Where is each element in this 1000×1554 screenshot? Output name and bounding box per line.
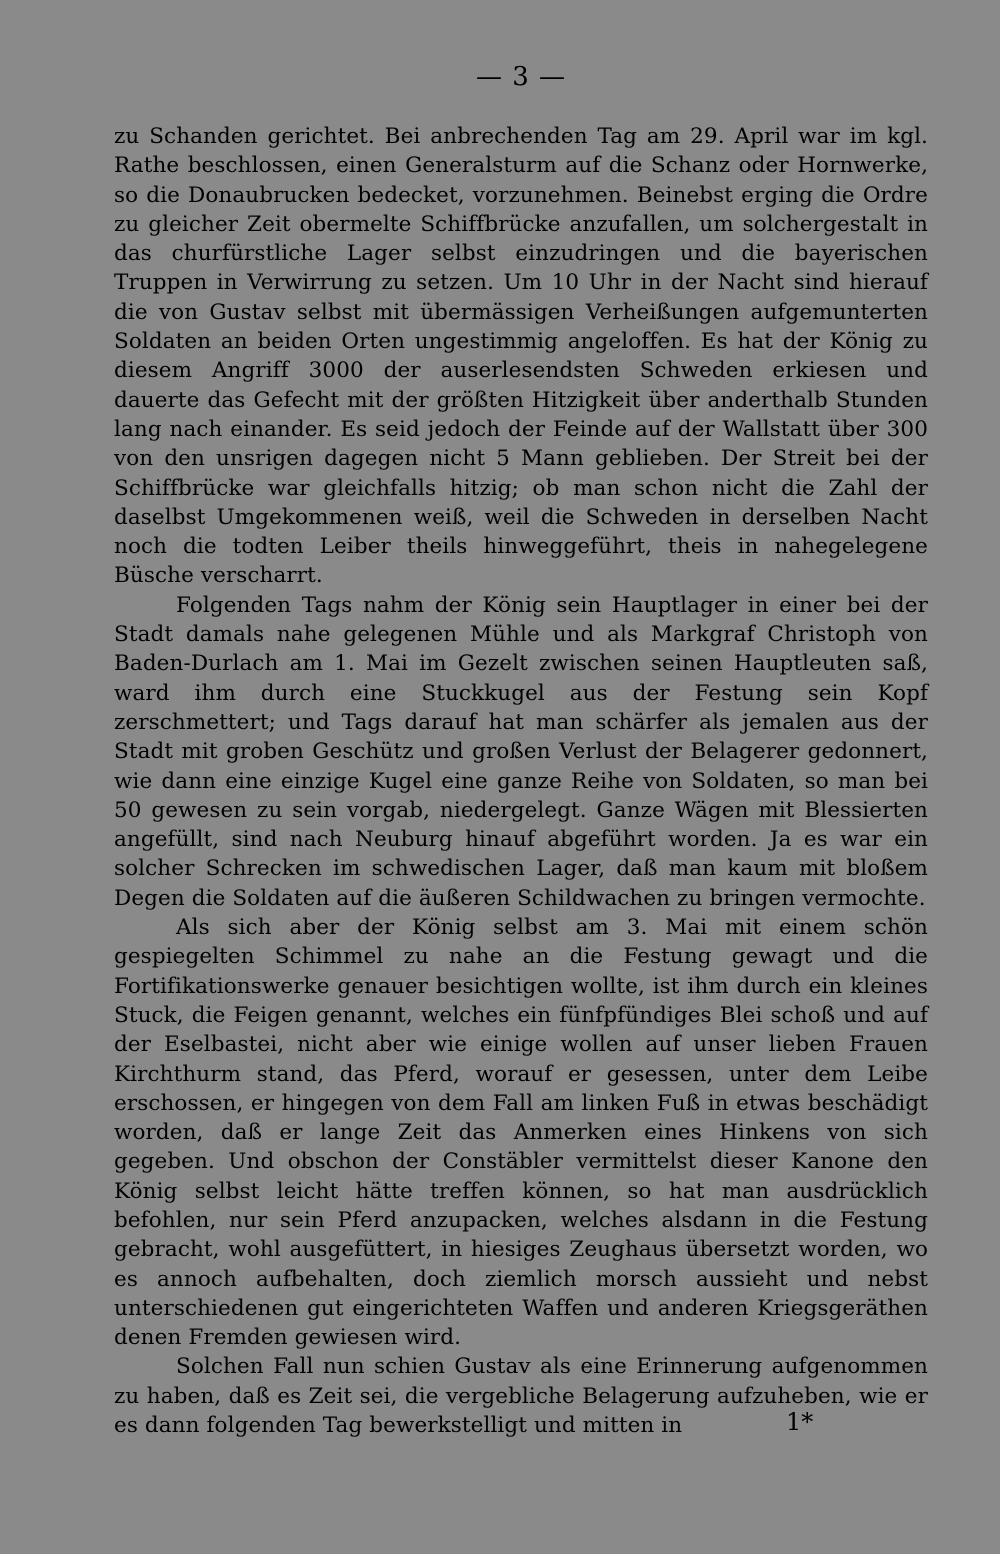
signature-mark: 1* — [786, 1408, 814, 1436]
page-number: — 3 — — [475, 62, 567, 92]
body-text — [114, 122, 928, 1440]
paragraph: Folgenden Tags nahm der König sein Hauptlager in einer bei der Stadt damals nahe gelegenen Mühle und als Markgraf Christoph von Baden-Durlach am 1. Mai im Gezelt zwischen seinen Hauptleuten saß, ward ihm durch eine Stuckkugel aus der Festung sein Kopf zerschmettert; und Tags darauf hat man schärfer als jemalen aus der Stadt mit groben Geschütz und großen Verlust der Belagerer gedonnert, wie dann eine einzige Kugel eine ganze Reihe von Soldaten, so man bei 50 gewesen zu sein vorgab, niedergelegt. Ganze Wägen mit Blessierten angefüllt, sind nach Neuburg hinauf abgeführt worden. Ja es war ein solcher Schrecken im schwedischen Lager, daß man kaum mit bloßem Degen die Soldaten auf die äußeren Schildwachen zu bringen vermochte. — [114, 592, 928, 911]
paragraph: Solchen Fall nun schien Gustav als eine Erinnerung aufgenommen zu haben, daß es Zeit sei, die vergebliche Belagerung aufzuheben, wie er es dann folgenden Tag bewerkstelligt und mitten in — [114, 1354, 928, 1439]
paragraph: zu Schanden gerichtet. Bei anbrechenden Tag am 29. April war im kgl. Rathe beschlossen, einen Generalsturm auf die Schanz oder Hornwerke, so die Donaubrucken bedecket, vorzunehmen. Beinebst erging die Ordre zu gleicher Zeit obermelte Schiffbrücke anzufallen, um solchergestalt in das churfürstliche Lager selbst einzudringen und die bayerischen Truppen in Verwirrung zu setzen. Um 10 Uhr in der Nacht sind hierauf die von Gustav selbst mit übermässigen Verheißungen aufgemunterten Soldaten an beiden Orten ungestimmig angeloffen. Es hat der König zu diesem Angriff 3000 der auserlesendsten Schweden erkiesen und dauerte das Gefecht mit der größten Hitzigkeit über anderthalb Stunden lang nach einander. Es seid jedoch der Feinde auf der Wallstatt über 300 von den unsrigen dagegen nicht 5 Mann geblieben. Der Streit bei der Schiffbrücke war gleichfalls hitzig; ob man schon nicht die Zahl der daselbst Umgekommenen weiß, weil die Schweden in derselben Nacht noch die todten Leiber theils hinweggeführt, theis in nahegelegene Büsche verscharrt. — [114, 124, 928, 589]
paragraph: Als sich aber der König selbst am 3. Mai mit einem schön gespiegelten Schimmel zu nahe an die Festung gewagt und die Fortifikationswerke genauer besichtigen wollte, ist ihm durch ein kleines Stuck, die Feigen genannt, welches ein fünfpfündiges Blei schoß und auf der Eselbastei, nicht aber wie einige wollen auf unser lieben Frauen Kirchthurm stand, das Pferd, worauf er gesessen, unter dem Leibe erschossen, er hingegen von dem Fall am linken Fuß in etwas beschädigt worden, daß er lange Zeit das Anmerken eines Hinkens von sich gegeben. Und obschon der Constäbler vermittelst dieser Kanone den König selbst leicht hätte treffen können, so hat man ausdrücklich befohlen, nur sein Pferd anzupacken, welches alsdann in die Festung gebracht, wohl ausgefüttert, in hiesiges Zeughaus übersetzt worden, wo es annoch aufbehalten, doch ziemlich morsch aussieht und nebst unterschiedenen gut eingerichteten Waffen und anderen Kriegsgeräthen denen Fremden gewiesen wird. — [114, 915, 928, 1351]
